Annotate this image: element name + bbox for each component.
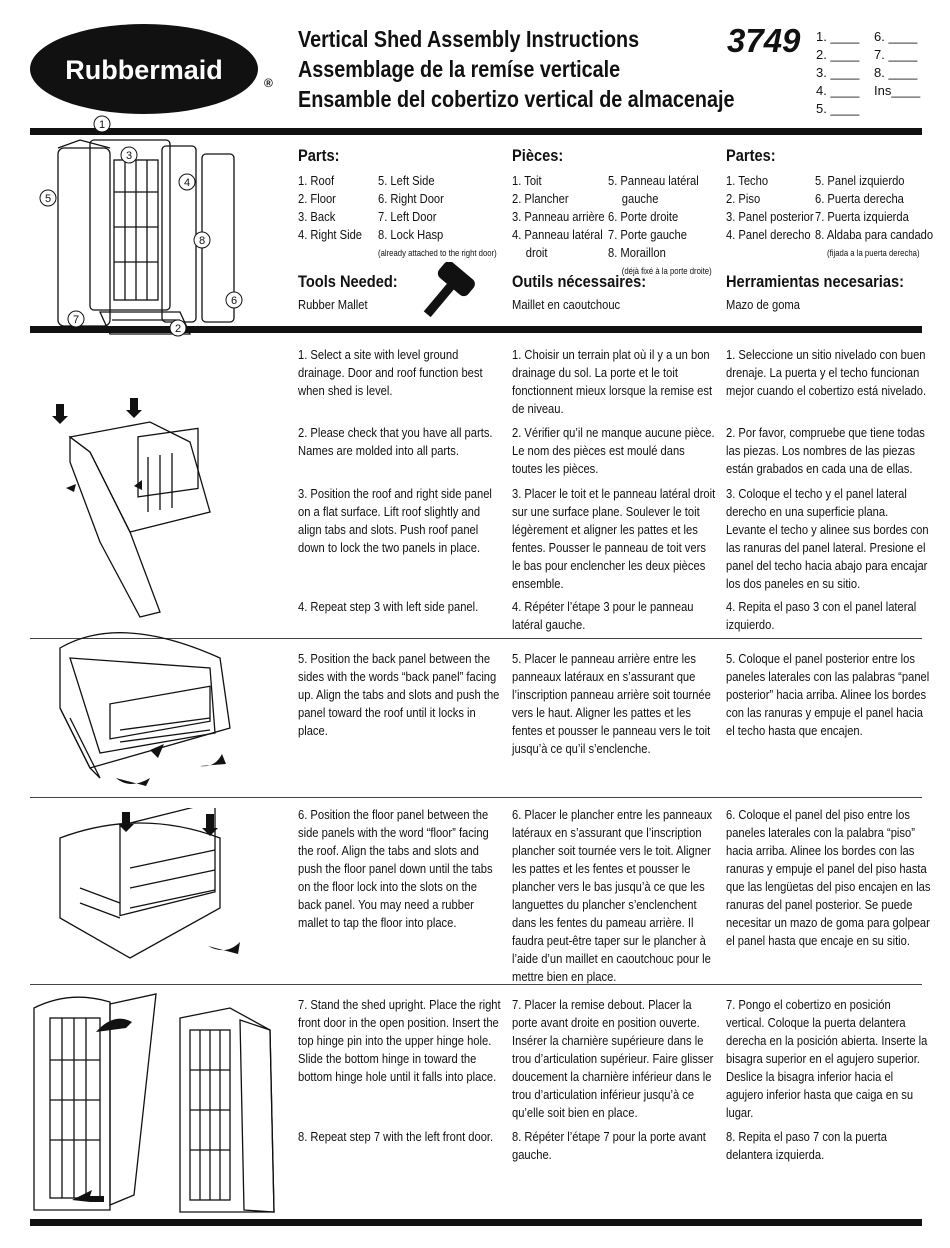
step3-fr-text: 3. Placer le toit et le panneau latéral droit sur une surface plane. Soulever le toit légèrement et aligner les pattes et les fentes. Pousser le panneau de toit vers le bas pour enclencher les deux pièces ensemble. <box>512 486 716 591</box>
parts-es <box>726 146 934 312</box>
callout-2: 2 <box>174 323 182 335</box>
part-es-3: 3. Panel posterior <box>726 209 814 224</box>
step6-es <box>726 806 931 950</box>
parts-fr <box>512 146 712 312</box>
callout-7: 7 <box>72 314 80 326</box>
step1-fr-text: 1. Choisir un terrain plat où il y a un bon drainage du sol. La porte et le toit fonctionnent mieux lorsque la remise est de niveau. <box>512 347 713 416</box>
parts-checklist <box>816 28 932 118</box>
part-es-8: 8. Aldaba para candado <box>815 227 934 242</box>
part-fr-8: 8. Moraillon <box>608 245 666 260</box>
step7-en <box>298 996 503 1086</box>
step3-en-text: 3. Position the roof and right side panel on a flat surface. Lift roof slightly and align tabs and slots. Push roof panel down to lock the two panels in place. <box>298 486 492 555</box>
brand-name: Rubbermaid <box>65 55 223 85</box>
part-es-5: 5. Panel izquierdo <box>815 173 905 188</box>
check-ins: Ins____ <box>874 83 921 98</box>
part-fr-2: 2. Plancher <box>512 191 569 206</box>
part-fr-6: 6. Porte droite <box>608 209 679 224</box>
part-es-1: 1. Techo <box>726 173 769 188</box>
mallet-icon <box>418 262 476 329</box>
check-6: 6. ____ <box>874 29 918 44</box>
step3-es-text: 3. Coloque el techo y el panel lateral derecho en una superficie plana. Levante el techo y alinee sus bordes con las ranuras del panel lateral. Presione el panel del techo hacia abajo para encajar los dos paneles en su sitio. <box>726 486 929 591</box>
step6-es-text: 6. Coloque el panel del piso entre los paneles laterales con la palabra “piso” hacia arriba. Alinee los bordes con las ranuras y empuje el panel del piso hasta que las lengüetas del piso encajen en las ranuras del panel posterior. Se puede necesitar un mazo de goma para golpear el panel hasta que encaje en su sitio. <box>726 807 931 948</box>
tools-fr: Maillet en caoutchouc <box>512 297 621 312</box>
part-en-5: 5. Left Side <box>378 173 435 188</box>
check-5: 5. ____ <box>816 101 860 116</box>
check-4: 4. ____ <box>816 83 860 98</box>
part-fr-note: (déjà fixé à la porte droite) <box>621 266 712 276</box>
step8-en <box>298 1128 503 1146</box>
callout-4: 4 <box>183 177 191 189</box>
title-es: Ensamble del cobertizo vertical de almacenaje <box>298 86 735 112</box>
step2-fr <box>512 424 717 478</box>
check-3: 3. ____ <box>816 65 860 80</box>
step4-es <box>726 598 931 634</box>
step7-en-text: 7. Stand the shed upright. Place the right front door in the open position. Insert the top hinge pin into the upper hinge hole. Slide the bottom hinge in toward the bottom hinge hole until it falls into place. <box>298 997 501 1084</box>
step3-fr <box>512 485 717 593</box>
part-fr-3: 3. Panneau arrière <box>512 209 605 224</box>
step6-en-text: 6. Position the floor panel between the side panels with the word “floor” facing the roof. Align the tabs and slots and push the floor panel down until the tabs on the floor lock into the slots on the back panel. You may need a rubber mallet to tap the floor into place. <box>298 807 493 930</box>
step4-es-text: 4. Repita el paso 3 con el panel lateral izquierdo. <box>726 599 917 632</box>
step2-es <box>726 424 931 478</box>
step8-es-text: 8. Repita el paso 7 con la puerta delantera izquierda. <box>726 1129 887 1162</box>
step6-en <box>298 806 503 932</box>
part-en-6: 6. Right Door <box>378 191 444 206</box>
part-fr-4: 4. Panneau latéral <box>512 227 603 242</box>
step6-fr <box>512 806 717 986</box>
step2-en-text: 2. Please check that you have all parts. Names are molded into all parts. <box>298 425 493 458</box>
tools-heading-en: Tools Needed: <box>298 272 398 291</box>
part-en-8: 8. Lock Hasp <box>378 227 444 242</box>
part-en-2: 2. Floor <box>298 191 336 206</box>
brand-logo <box>28 22 261 117</box>
step6-fr-text: 6. Placer le plancher entre les panneaux latéraux en s’assurant que l’inscription plancher soit tournée vers le toit. Aligner les pattes et les fentes et pousser le plancher vers le bas jusqu’à ce que les languettes du plancher s’enclenchent dans les fentes du pameau arrière. Il faudra peut-être taper sur le plancher à l’aide d’un maillet en caoutchouc pour le mettre bien en place. <box>512 807 713 984</box>
callout-1: 1 <box>98 119 106 131</box>
part-fr-4b: droit <box>525 245 548 260</box>
part-en-1: 1. Roof <box>298 173 335 188</box>
parts-en <box>298 146 497 312</box>
part-es-2: 2. Piso <box>726 191 761 206</box>
step8-en-text: 8. Repeat step 7 with the left front door. <box>298 1129 494 1144</box>
tools-es: Mazo de goma <box>726 297 800 312</box>
part-fr-1: 1. Toit <box>512 173 542 188</box>
divider-bottom <box>30 1219 922 1226</box>
parts-heading-fr: Pièces: <box>512 146 564 165</box>
divider-step7 <box>30 984 922 985</box>
check-8: 8. ____ <box>874 65 918 80</box>
step5-en-text: 5. Position the back panel between the sides with the words “back panel” facing up. Align the tabs and slots and push the panel toward the roof until it locks in place. <box>298 651 500 738</box>
part-en-3: 3. Back <box>298 209 336 224</box>
model-number: 3749 <box>727 22 801 59</box>
step7-es-text: 7. Pongo el cobertizo en posición vertical. Coloque la puerta delantera derecha en la posición abierta. Inserte la bisagra superior en el agujero superior. Deslice la bisagra inferior hacia el agujero inferior hasta que caiga en su lugar. <box>726 997 928 1120</box>
check-2: 2. ____ <box>816 47 860 62</box>
step8-fr-text: 8. Répéter l’étape 7 pour la porte avant gauche. <box>512 1129 706 1162</box>
part-fr-5b: gauche <box>621 191 659 206</box>
part-es-6: 6. Puerta derecha <box>815 191 904 206</box>
step6-illustration <box>30 808 270 983</box>
callout-3: 3 <box>125 150 133 162</box>
step1-fr <box>512 346 717 418</box>
parts-heading-es: Partes: <box>726 146 776 165</box>
part-es-4: 4. Panel derecho <box>726 227 811 242</box>
part-fr-7: 7. Porte gauche <box>608 227 687 242</box>
step1-en-text: 1. Select a site with level ground drainage. Door and roof function best when shed is level. <box>298 347 483 398</box>
step2-fr-text: 2. Vérifier qu’il ne manque aucune pièce. Le nom des pièces est moulé dans toutes les pièces. <box>512 425 715 476</box>
part-en-7: 7. Left Door <box>378 209 437 224</box>
step7-fr <box>512 996 717 1122</box>
step3-en <box>298 485 503 557</box>
callout-5: 5 <box>44 193 52 205</box>
step5-en <box>298 650 503 740</box>
step3-es <box>726 485 931 593</box>
step2-en <box>298 424 503 460</box>
check-7: 7. ____ <box>874 47 918 62</box>
step8-fr <box>512 1128 717 1164</box>
step4-fr-text: 4. Répéter l’étape 3 pour le panneau latéral gauche. <box>512 599 694 632</box>
part-es-7: 7. Puerta izquierda <box>815 209 909 224</box>
step7-es <box>726 996 931 1122</box>
step7-fr-text: 7. Placer la remise debout. Placer la porte avant droite en position ouverte. Insérer la charnière supérieure dans le trou d’articulation supérieur. Faire glisser doucement la charnière inférieur dans le trou d’articulation inférieur jusqu’à ce qu’elle soit bien en place. <box>512 997 714 1120</box>
registered-mark: ® <box>264 76 273 90</box>
part-en-4: 4. Right Side <box>298 227 363 242</box>
callout-8: 8 <box>198 235 206 247</box>
step5-fr <box>512 650 717 758</box>
step4-en <box>298 598 503 616</box>
part-en-note: (already attached to the right door) <box>378 248 497 258</box>
part-es-note: (fijada a la puerta derecha) <box>827 248 920 258</box>
step5-es-text: 5. Coloque el panel posterior entre los paneles laterales con las palabras “panel posterior” hacia arriba. Alinee los bordes con las ranuras y empuje el panel hacia el techo hasta que encajen. <box>726 651 930 738</box>
step1-en <box>298 346 503 400</box>
step1-es-text: 1. Seleccione un sitio nivelado con buen drenaje. La puerta y el techo funcionan mejor cuando el cobertizo está nivelado. <box>726 347 927 398</box>
exploded-shed-illustration <box>30 112 270 357</box>
step3-illustration <box>30 392 270 637</box>
document-titles <box>298 24 734 114</box>
step7-illustration <box>30 990 280 1220</box>
step5-es <box>726 650 931 740</box>
title-fr: Assemblage de la remíse verticale <box>298 56 621 82</box>
step2-es-text: 2. Por favor, compruebe que tiene todas las piezas. Los nombres de las piezas están grabados en cada una de ellas. <box>726 425 925 476</box>
step1-es <box>726 346 931 400</box>
title-en: Vertical Shed Assembly Instructions <box>298 26 640 52</box>
parts-heading-en: Parts: <box>298 146 340 165</box>
tools-en: Rubber Mallet <box>298 297 368 312</box>
step5-illustration <box>30 618 270 803</box>
part-fr-5: 5. Panneau latéral <box>608 173 699 188</box>
tools-heading-es: Herramientas necesarias: <box>726 272 904 291</box>
check-1: 1. ____ <box>816 29 860 44</box>
step4-fr <box>512 598 717 634</box>
step8-es <box>726 1128 931 1164</box>
callout-6: 6 <box>230 295 238 307</box>
tools-heading-fr: Outils nécessaires: <box>512 272 647 291</box>
step4-en-text: 4. Repeat step 3 with left side panel. <box>298 599 479 614</box>
step5-fr-text: 5. Placer le panneau arrière entre les panneaux latéraux en s’assurant que l’inscription panneau arrière soit tournée vers le haut. Aligner les pattes et les fentes et pousser le panneau vers le toit jusqu’à ce qu’il s’enclenche. <box>512 651 711 756</box>
